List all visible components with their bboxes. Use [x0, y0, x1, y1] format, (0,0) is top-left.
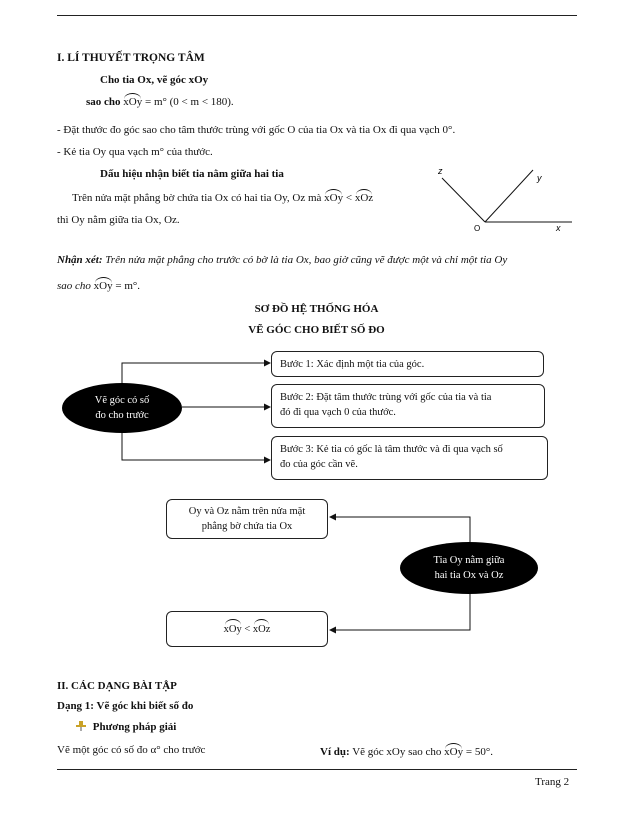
step-b: - Kẻ tia Oy qua vạch m° của thước.: [57, 146, 213, 158]
section2-heading: II. CÁC DẠNG BÀI TẬP: [57, 680, 177, 692]
label-o: O: [474, 224, 481, 233]
remark-label: Nhận xét:: [57, 254, 103, 266]
step3-line1: Bước 3: Kẻ tia có gốc là tâm thước và đi qua vạch số: [280, 444, 503, 455]
box-oy-oz-line2: phẳng bờ chứa tia Ox: [201, 521, 293, 532]
section1-heading: I. LÍ THUYẾT TRỌNG TÂM: [57, 52, 205, 64]
box-oy-oz-line1: Oy và Oz nằm trên nửa mặt: [188, 506, 306, 517]
oval-draw-angle: [62, 383, 182, 433]
remark-text2-prefix: sao cho: [57, 280, 91, 292]
connector-step3: [122, 433, 270, 460]
example-text: Vẽ góc xOy sao cho: [352, 746, 442, 758]
step3-box: [271, 436, 548, 480]
remark-suffix: = m°.: [115, 280, 141, 292]
example-row: [320, 746, 493, 758]
oval-oy-between: [400, 542, 538, 594]
oval-oy-between-line2: hai tia Ox và Oz: [434, 570, 504, 581]
cmp-angle-a: xOy: [223, 624, 242, 635]
sign-lt: <: [345, 192, 353, 204]
page-number: Trang 2: [535, 776, 570, 788]
oval-draw-angle-line2: đo cho trước: [95, 410, 149, 421]
example-angle: xOy: [444, 746, 464, 758]
cmp-lt: <: [244, 624, 251, 635]
example-value: = 50°.: [465, 746, 493, 758]
method-row: [76, 720, 176, 733]
box-compare: [166, 611, 328, 647]
step2-box: [271, 384, 545, 428]
step-a: - Đặt thước đo góc sao cho tâm thước trùng với gốc O của tia Ox và tia Ox đi qua vạch 0°.: [57, 124, 456, 136]
diagram-title2: VẼ GÓC CHO BIẾT SỐ ĐO: [248, 324, 385, 336]
sign-text1-prefix: Trên nửa mặt phẳng bờ chứa tia Ox có hai tia Oy, Oz mà: [72, 192, 322, 204]
pin-icon: [76, 721, 86, 731]
step1-box: [271, 351, 544, 377]
sign-heading: Dấu hiệu nhận biết tia nằm giữa hai tia: [100, 168, 284, 180]
oval-draw-angle-line1: Vẽ góc có số: [94, 395, 150, 406]
sub2-formula: = m° (0 < m < 180).: [144, 96, 234, 108]
oval-oy-between-line1: Tia Oy nằm giữa: [433, 555, 505, 566]
form1-heading: Dạng 1: Vẽ góc khi biết số đo: [57, 700, 194, 712]
remark-text: Trên nửa mặt phẳng cho trước có bờ là tia Ox, bao giờ cũng vẽ được một và chỉ một tia Oy: [105, 254, 508, 266]
step2-line2: đó đi qua vạch 0 của thước.: [280, 407, 396, 418]
step2-line1: Bước 2: Đặt tâm thước trùng với gốc của tia và tia: [280, 392, 492, 403]
connector-step1: [122, 363, 270, 384]
cmp-angle-b: xOz: [252, 624, 271, 635]
section2-text: Vẽ một góc có số đo α° cho trước: [57, 744, 206, 756]
sign-angle1: xOy: [324, 192, 344, 204]
label-x: x: [556, 223, 561, 233]
sign-angle2: xOz: [354, 192, 374, 204]
label-y: y: [537, 173, 542, 183]
angle-xoy: xOy: [123, 96, 143, 108]
step1-text: Bước 1: Xác định một tia của góc.: [280, 359, 425, 370]
sub2-prefix: sao cho: [86, 96, 121, 108]
section1-sub1: Cho tia Ox, vẽ góc xOy: [100, 74, 209, 86]
step3-line2: đo của góc cần vẽ.: [280, 459, 358, 470]
connector-oz: [330, 517, 470, 542]
diagram-title1: SƠ ĐỒ HỆ THỐNG HÓA: [254, 303, 379, 315]
example-label: Ví dụ:: [320, 746, 350, 758]
remark-angle: xOy: [93, 280, 113, 292]
box-oy-oz: [166, 499, 328, 539]
label-z: z: [438, 166, 443, 176]
sign-text2: thì Oy nằm giữa tia Ox, Oz.: [57, 214, 180, 226]
method-label: Phương pháp giải: [92, 721, 177, 733]
connector-cmp: [330, 592, 470, 630]
